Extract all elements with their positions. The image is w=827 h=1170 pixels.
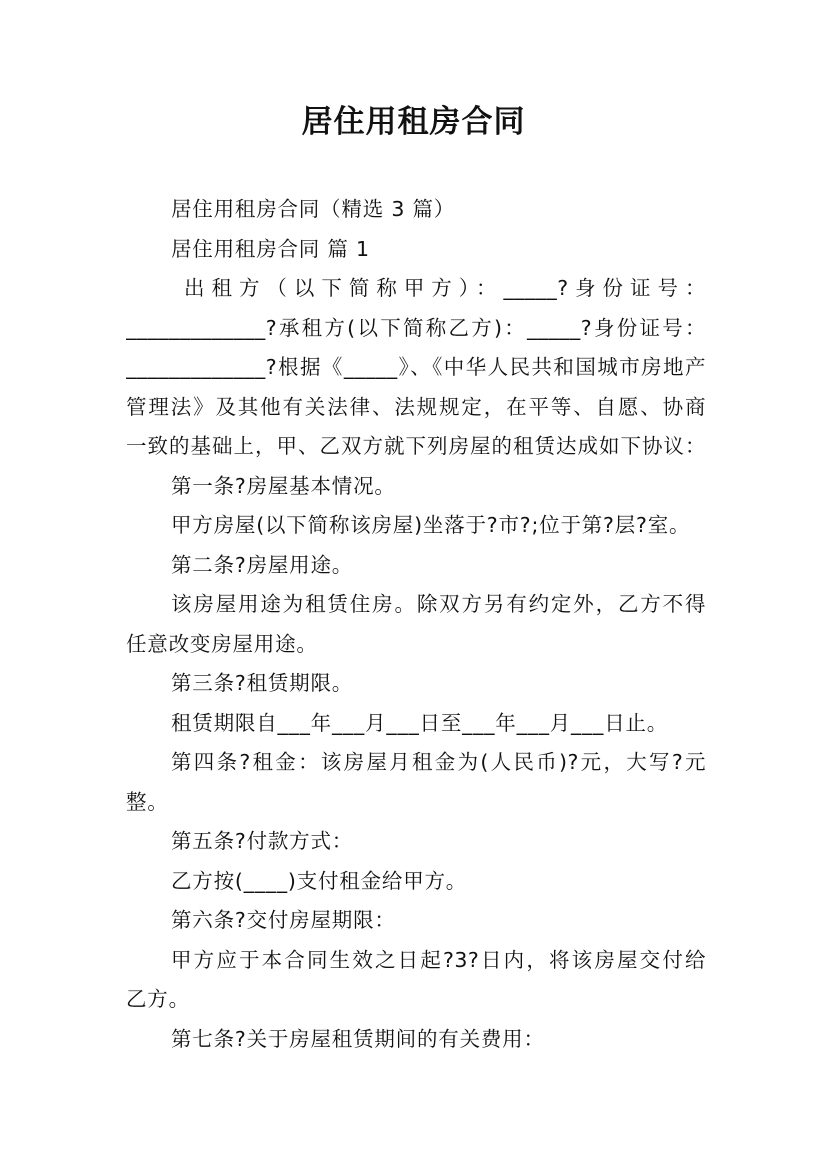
text-line: 甲方房屋(以下简称该房屋)坐落于?市?;位于第?层?室。 bbox=[171, 513, 691, 537]
text-line: 乙方按(____)支付租金给甲方。 bbox=[171, 868, 468, 893]
text-line: 出租方（以下简称甲方）：_____?身份证号： bbox=[184, 276, 706, 300]
text-line: 整。 bbox=[126, 789, 169, 814]
text-line: 该房屋用途为租赁住房。除双方另有约定外，乙方不得 bbox=[171, 592, 706, 616]
text-line: 第七条?关于房屋租赁期间的有关费用： bbox=[171, 1026, 545, 1051]
text-line: 甲方应于本合同生效之日起?3?日内，将该房屋交付给 bbox=[171, 947, 706, 972]
text-line: 第六条?交付房屋期限： bbox=[171, 908, 396, 932]
text-line: 租赁期限自___年___月___日至___年___月___日止。 bbox=[171, 710, 669, 735]
text-line: 乙方。 bbox=[126, 987, 190, 1011]
text-line: 管理法》及其他有关法律、法规规定，在平等、自愿、协商 bbox=[126, 394, 706, 419]
text-line: 居住用租房合同（精选 3 篇） bbox=[171, 197, 456, 221]
text-line: 居住用租房合同 篇 1 bbox=[171, 236, 370, 261]
document-title: 居住用租房合同 bbox=[301, 104, 526, 140]
text-line: 一致的基础上，甲、乙双方就下列房屋的租赁达成如下协议： bbox=[126, 434, 706, 458]
text-line: _____________?根据《_____》、《中华人民共和国城市房地产 bbox=[126, 355, 706, 379]
text-line: 第三条?租赁期限。 bbox=[171, 671, 354, 695]
text-line: _____________?承租方(以下简称乙方)：_____?身份证号： bbox=[126, 315, 706, 340]
document-body bbox=[126, 190, 706, 1059]
text-line: 第一条?房屋基本情况。 bbox=[171, 473, 396, 498]
text-line: 任意改变房屋用途。 bbox=[126, 631, 318, 656]
text-line: 第五条?付款方式： bbox=[171, 829, 354, 853]
text-line: 第二条?房屋用途。 bbox=[171, 552, 354, 577]
text-line: 第四条?租金：该房屋月租金为(人民币)?元，大写?元 bbox=[171, 750, 706, 774]
